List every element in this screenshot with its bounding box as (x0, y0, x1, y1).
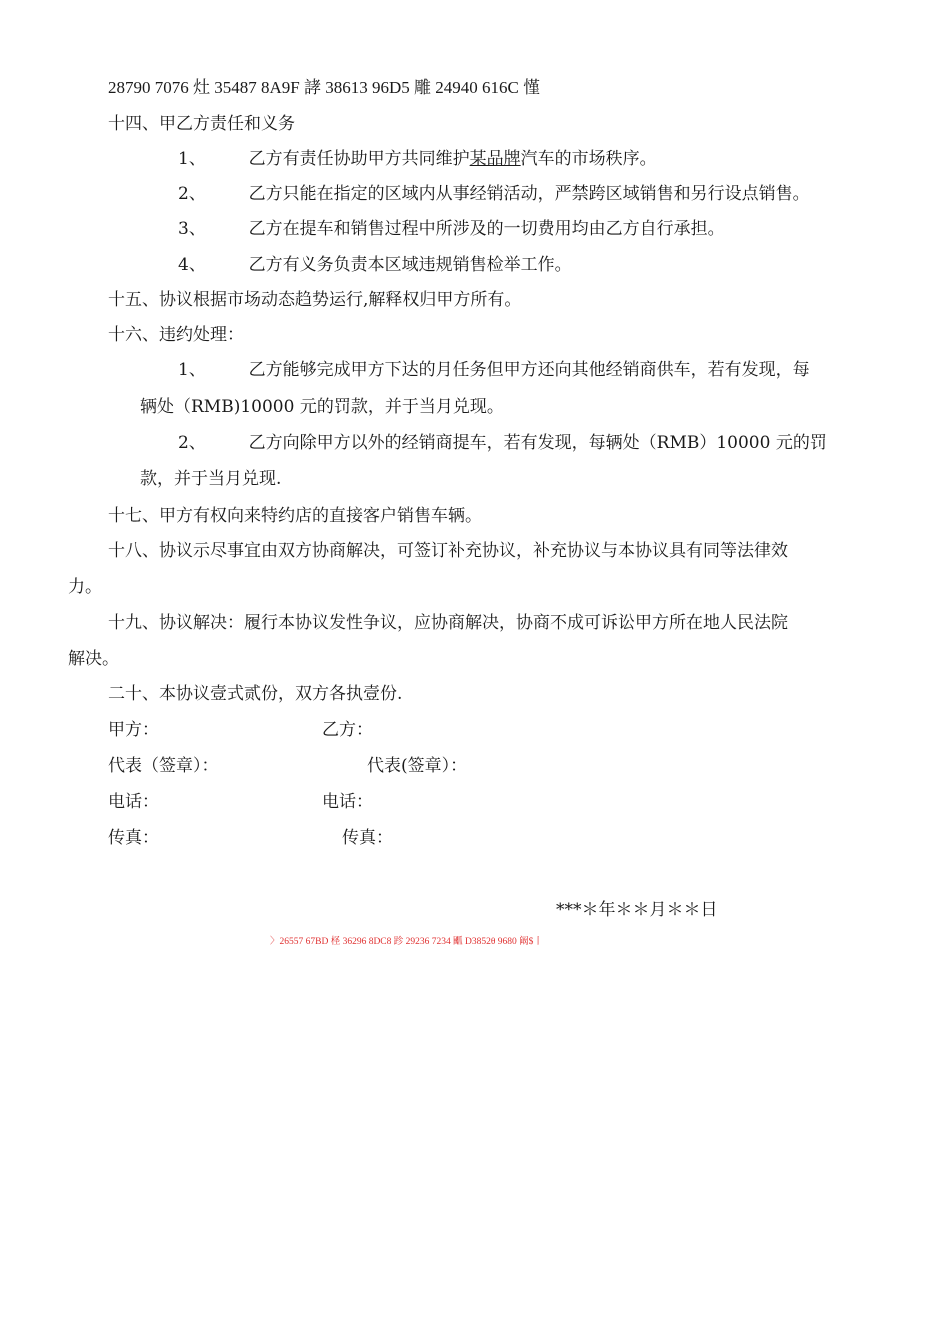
item-number: 1、 (178, 360, 206, 380)
party-b-fax-label: 传真： (342, 828, 393, 848)
section-18-line2: 力。 (68, 577, 102, 597)
sec14-item-4 (178, 253, 572, 277)
footer-code-line: 〉26557 67BD 柽 36296 8DC8 跈 29236 7234 爴 D3852θ 9680 阚$丨 (270, 937, 543, 947)
item-number: 2、 (178, 184, 206, 204)
section-19-line2: 解决。 (68, 649, 119, 669)
sec14-item-3 (178, 217, 725, 241)
item-text: 乙方只能在指定的区域内从事经销活动，严禁跨区域销售和另行设点销售。 (248, 184, 810, 204)
sec14-item-1 (178, 147, 657, 171)
item-text: 乙方能够完成甲方下达的月任务但甲方还向其他经销商供车，若有发现，每 (248, 360, 810, 380)
item-number: 3、 (178, 219, 206, 239)
item-number: 4、 (178, 255, 206, 275)
party-b-representative-label: 代表(签章）： (367, 756, 468, 776)
sec14-item-2 (178, 182, 810, 206)
section-19-line1: 十九、协议解决：履行本协议发性争议，应协商解决，协商不成可诉讼甲方所在地人民法院 (108, 613, 788, 633)
brand-name: 某品牌 (469, 149, 521, 169)
party-a-label: 甲方： (108, 720, 159, 740)
party-a-representative-label: 代表（签章）： (108, 756, 219, 776)
sec16-item-1-line1 (178, 358, 810, 382)
item-number: 2、 (178, 433, 206, 453)
signing-date: ***＊年＊＊月＊＊日 (556, 900, 718, 920)
section-16-title: 十六、违约处理： (108, 325, 244, 345)
section-18-line1: 十八、协议示尽事宜由双方协商解决，可签订补充协议，补充协议与本协议具有同等法律效 (108, 541, 788, 561)
item-number: 1、 (178, 149, 206, 169)
item-text: 乙方向除甲方以外的经销商提车，若有发现，每辆处（RMB）10000 元的罚 (248, 433, 827, 453)
sec16-item-2-line1 (178, 431, 827, 455)
item-text: 乙方有义务负责本区域违规销售检举工作。 (248, 255, 572, 275)
item-text: 乙方有责任协助甲方共同维护 (248, 149, 470, 169)
party-a-fax-label: 传真： (108, 828, 159, 848)
header-code-line: 28790 7076 灶 35487 8A9F 誟 38613 96D5 雕 24940 616C 慬 (108, 78, 541, 97)
party-a-phone-label: 电话： (108, 792, 159, 812)
party-b-label: 乙方： (322, 720, 373, 740)
section-15: 十五、协议根据市场动态趋势运行,解释权归甲方所有。 (108, 290, 522, 310)
item-text: 汽车的市场秩序。 (520, 149, 657, 169)
party-b-phone-label: 电话： (322, 792, 373, 812)
section-20: 二十、本协议壹式贰份，双方各执壹份. (108, 684, 403, 704)
sec16-item-1-line2: 辆处（RMB)10000 元的罚款，并于当月兑现。 (140, 397, 504, 417)
item-text: 乙方在提车和销售过程中所涉及的一切费用均由乙方自行承担。 (248, 219, 725, 239)
section-17: 十七、甲方有权向来特约店的直接客户销售车辆。 (108, 506, 482, 526)
section-14-title: 十四、甲乙方责任和义务 (108, 114, 295, 134)
sec16-item-2-line2: 款，并于当月兑现. (140, 469, 282, 489)
